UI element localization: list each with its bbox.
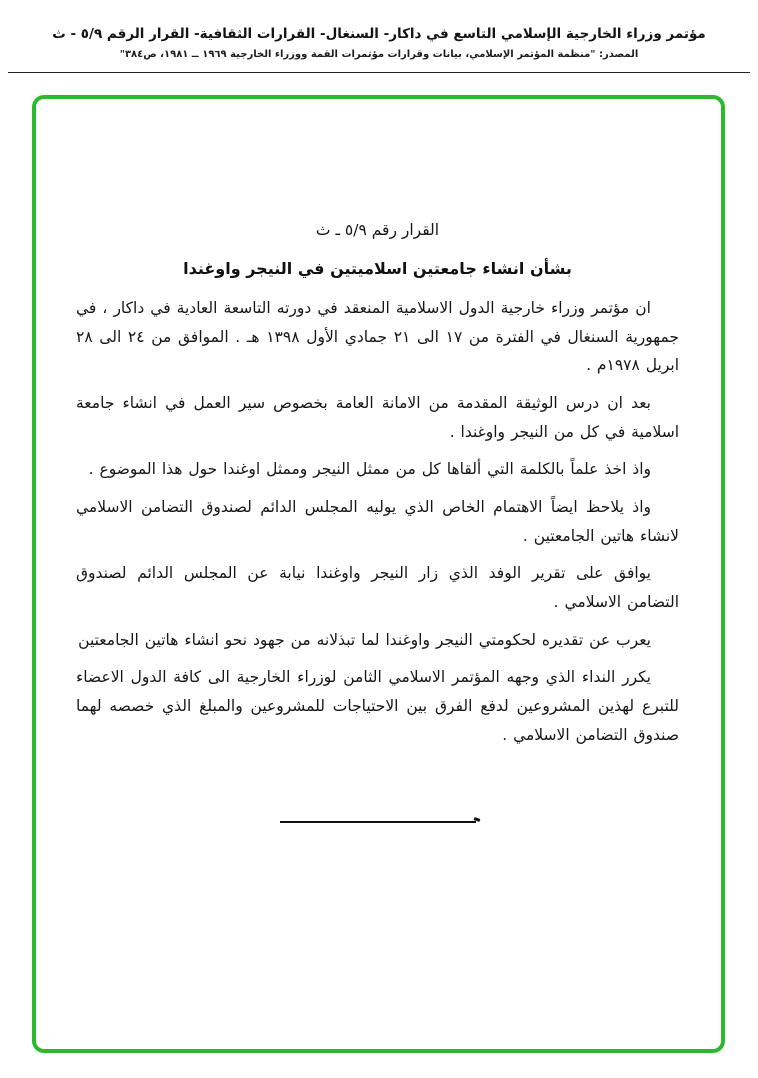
resolution-subject-title: بشأن انشاء جامعتين اسلاميتين في النيجر واوغندا bbox=[183, 259, 572, 278]
resolution-paragraph: واذ اخذ علماً بالكلمة التي ألقاها كل من ممثل النيجر وممثل اوغندا حول هذا الموضوع . bbox=[88, 460, 651, 479]
header-source-line: المصدر: "منظمة المؤتمر الإسلامي، بيانات وقرارات مؤتمرات القمة ووزراء الخارجية ١٩٦٩ ــ ١٩٨١، ص٣٨٤" bbox=[119, 49, 639, 60]
header-divider bbox=[8, 72, 750, 73]
resolution-paragraph: يعرب عن تقديره لحكومتي النيجر واوغندا لما تبذلانه من جهود نحو انشاء هاتين الجامعتين bbox=[78, 630, 651, 649]
resolution-paragraph: يوافق على تقرير الوفد الذي زار النيجر واوغندا نيابة عن المجلس الدائم لصندوق التضامن الاسلامي . bbox=[76, 564, 679, 612]
header-title-line: مؤتمر وزراء الخارجية الإسلامي التاسع في داكار- السنغال- القرارات الثقافية- القرار الرقم ٥/٩ - ث bbox=[52, 26, 706, 42]
resolution-paragraph: ان مؤتمر وزراء خارجية الدول الاسلامية المنعقد في دورته التاسعة العادية في داكار ، في جمهورية السنغال في الفترة من ١٧ الى ٢١ جمادي الأول ١٣٩٨ هـ . الموافق من ٢٤ الى ٢٨ ابريل ١٩٧٨م . bbox=[76, 299, 679, 375]
document-page-frame bbox=[32, 95, 725, 1053]
resolution-paragraph: يكرر النداء الذي وجهه المؤتمر الاسلامي الثامن لوزراء الخارجية الى كافة الدول الاعضاء للتبرع لهذين المشروعين لدفع الفرق بين الاحتياجات للمشروعين والمبلغ الذي خصصه لهما صندوق التضامن الاسلامي . bbox=[76, 668, 679, 744]
document-header bbox=[0, 0, 758, 60]
document-page-content bbox=[36, 99, 721, 823]
resolution-paragraph: واذ يلاحظ ايضاً الاهتمام الخاص الذي يوليه المجلس الدائم لصندوق التضامن الاسلامي لانشاء هاتين الجامعتين . bbox=[76, 498, 679, 545]
resolution-number-title: القرار رقم ٥/٩ ـ ث bbox=[315, 221, 440, 239]
resolution-paragraph: بعد ان درس الوثيقة المقدمة من الامانة العامة بخصوص سير العمل في انشاء جامعة اسلامية في كل من النيجر واوغندا . bbox=[76, 394, 679, 441]
signature-divider bbox=[280, 821, 476, 823]
resolution-body bbox=[76, 294, 679, 749]
